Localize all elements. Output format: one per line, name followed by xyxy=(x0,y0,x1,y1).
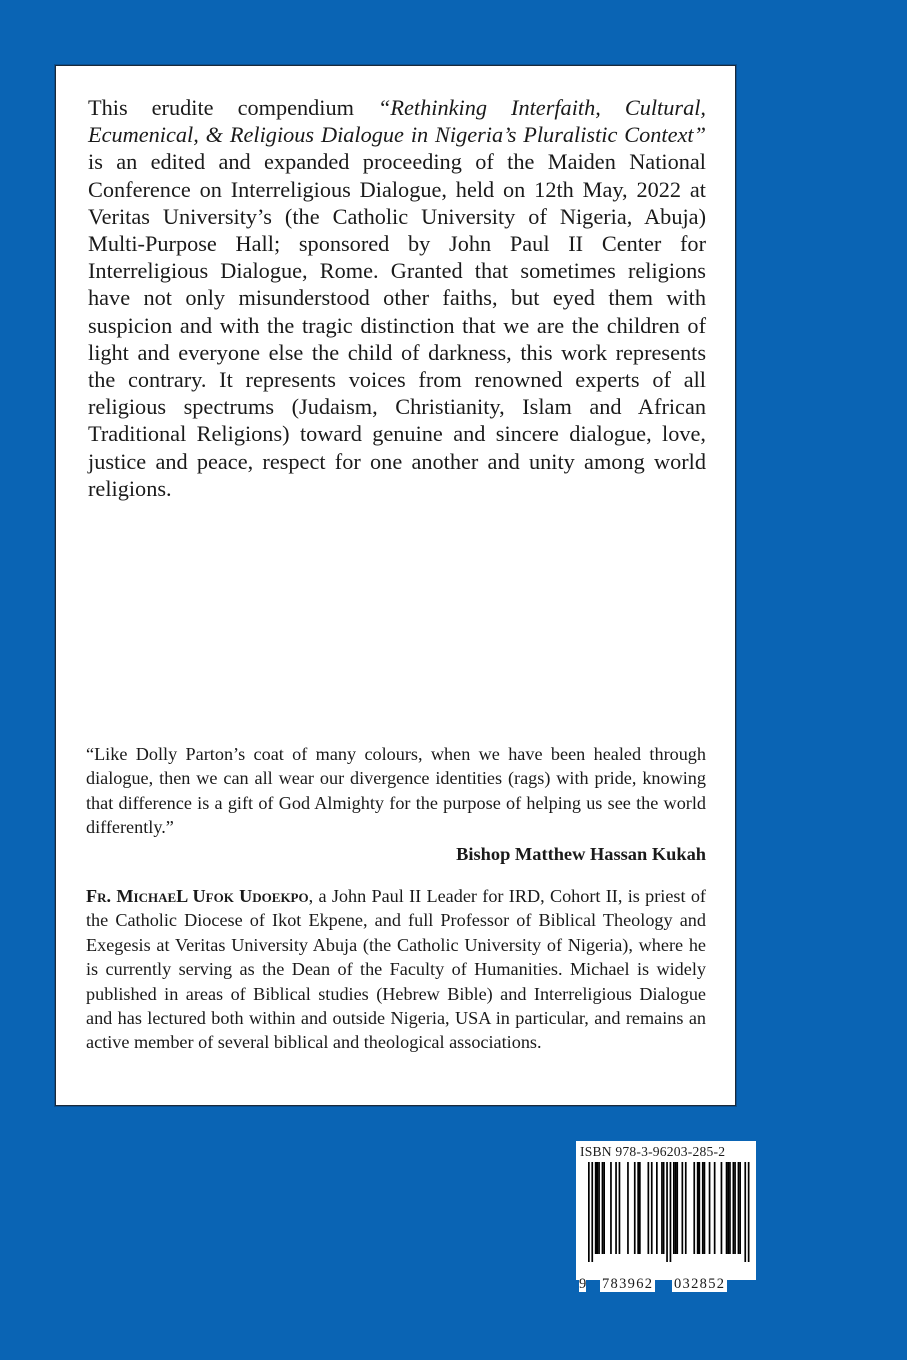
barcode-bar xyxy=(744,1162,746,1262)
barcode-bar xyxy=(595,1162,597,1254)
barcode-bar xyxy=(663,1162,665,1254)
barcode-bar xyxy=(733,1162,735,1254)
barcode-bar xyxy=(627,1162,629,1254)
barcode-bar xyxy=(673,1162,675,1254)
barcode-bar xyxy=(714,1162,716,1254)
description-body: is an edited and expanded proceeding of the Maiden National Conference on Interreligious Dialogue, held on 12th May, 2022 at Veritas University’s (the Catholic University of Nigeria, Abuja) Multi-Purpose Hall; sponsored by John Paul II Center for Interreligious Dialogue, Rome. Granted that sometimes religions have not only misunderstood other faiths, but eyed them with suspicion and with the tragic distinction that we are the children of light and everyone else the child of darkness, this work represents the contrary. It represents voices from renowned experts of all religious spectrums (Judaism, Christianity, Islam and African Traditional Religions) toward genuine and sincere dialogue, love, justice and peace, respect for one another and unity among world religions. xyxy=(88,149,706,501)
barcode-bar xyxy=(588,1162,590,1262)
barcode-bar xyxy=(704,1162,706,1254)
barcode-bar xyxy=(685,1162,687,1254)
barcode-digits-left: 783962 xyxy=(602,1276,654,1292)
barcode-digits-right: 032852 xyxy=(674,1276,726,1292)
isbn-label: ISBN 978-3-96203-285-2 xyxy=(580,1144,726,1159)
barcode-digit-first: 9 xyxy=(579,1276,587,1292)
author-name: Fr. MichaeL Ufok Udoekpo xyxy=(86,886,309,906)
barcode-bar xyxy=(693,1162,695,1254)
barcode-bar xyxy=(734,1162,736,1254)
barcode-bar xyxy=(738,1162,740,1254)
barcode-bar xyxy=(661,1162,663,1254)
barcode-bar xyxy=(726,1162,728,1254)
description-intro: This erudite compendium xyxy=(88,95,379,120)
book-description xyxy=(88,94,706,502)
barcode-bar xyxy=(615,1162,617,1254)
endorsement-quote: “Like Dolly Parton’s coat of many colours, when we have been healed through dialogue, then we can all wear our divergence identities (rags) with pride, knowing that difference is a gift of God Almighty for the purpose of helping us see the world differently.” xyxy=(86,744,706,838)
barcode-bar xyxy=(729,1162,731,1254)
barcode-bar xyxy=(603,1162,605,1254)
barcode-bar xyxy=(619,1162,621,1254)
barcode-bar xyxy=(634,1162,636,1254)
barcode-bar xyxy=(748,1162,750,1262)
author-bio-text: , a John Paul II Leader for IRD, Cohort II, is priest of the Catholic Diocese of Ikot Ekpene, and full Professor of Biblical Theology and Exegesis at Veritas University Abuja (the Catholic University of Nigeria), where he is currently serving as the Dean of the Faculty of Humanities. Michael is widely published in areas of Biblical studies (Hebrew Bible) and Interreligious Dialogue and has lectured both within and outside Nigeria, USA in particular, and remains an active member of several biblical and theological associations. xyxy=(86,886,706,1053)
barcode-image xyxy=(580,1162,752,1262)
barcode-bar xyxy=(597,1162,599,1254)
barcode-bar xyxy=(602,1162,604,1254)
isbn-barcode-box xyxy=(576,1141,756,1292)
barcode-bar xyxy=(739,1162,741,1254)
barcode-bar xyxy=(610,1162,612,1254)
barcode-bar xyxy=(591,1162,593,1262)
barcode-bar xyxy=(676,1162,678,1254)
barcode-bar xyxy=(727,1162,729,1254)
barcode-bar xyxy=(709,1162,711,1254)
barcode-bar xyxy=(651,1162,653,1254)
text-panel xyxy=(55,65,736,1106)
endorsement-attribution: Bishop Matthew Hassan Kukah xyxy=(456,844,706,864)
barcode-bar xyxy=(666,1162,668,1262)
barcode-bar xyxy=(637,1162,639,1254)
barcode-bar xyxy=(702,1162,704,1254)
barcode-bar xyxy=(639,1162,641,1254)
book-title: “Rethinking Interfaith, Cultural, Ecumenical, & Religious Dialogue in Nigeria’s Pluralistic Context” xyxy=(88,95,706,148)
barcode-bar xyxy=(656,1162,658,1254)
barcode-bar xyxy=(598,1162,600,1254)
barcode-bar xyxy=(721,1162,723,1254)
barcode-bar xyxy=(682,1162,684,1254)
barcode-bar xyxy=(670,1162,672,1262)
barcode-bar xyxy=(699,1162,701,1254)
barcode-bar xyxy=(648,1162,650,1254)
barcode-bar xyxy=(675,1162,677,1254)
author-bio xyxy=(86,884,706,1055)
barcode-bar xyxy=(697,1162,699,1254)
